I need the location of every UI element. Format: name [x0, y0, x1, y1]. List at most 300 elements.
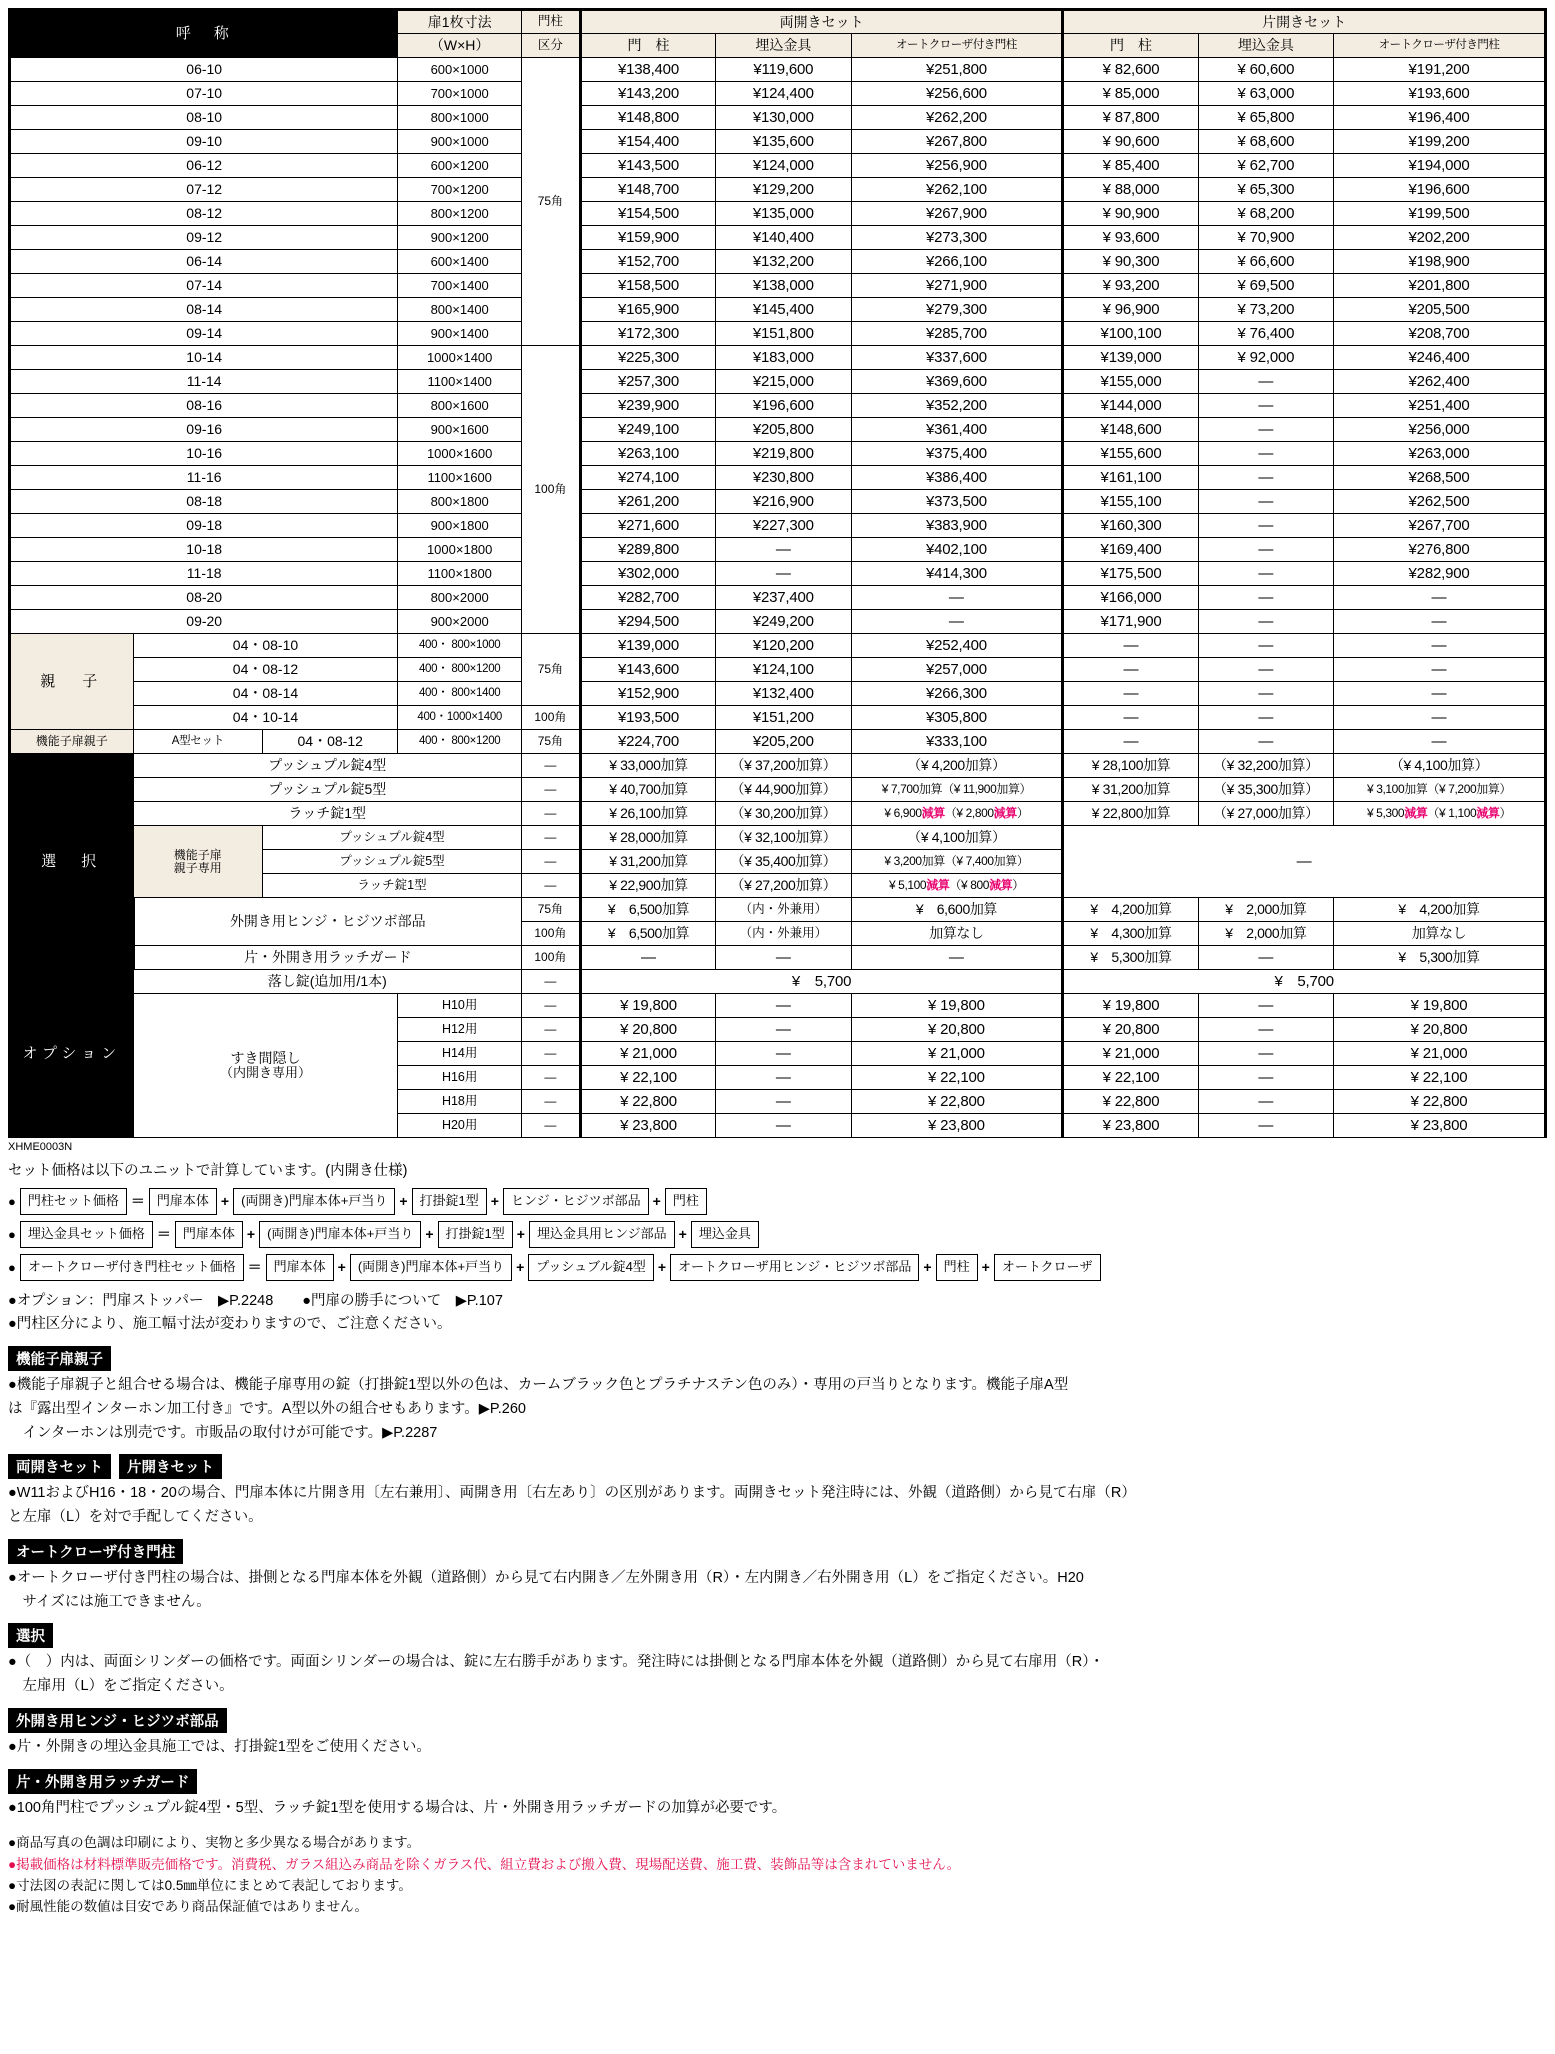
formula-line — [8, 1254, 1547, 1281]
cell-single-auto: ¥276,800 — [1334, 538, 1546, 562]
cell-single-embed: ¥ 66,600 — [1198, 250, 1333, 274]
formula-part: 門扉本体 — [175, 1221, 243, 1248]
footer-line: ●寸法図の表記に関しては0.5㎜単位にまとめて表記しております。 — [8, 1877, 412, 1893]
cell-single-pillar: ¥175,500 — [1063, 562, 1198, 586]
cell-double-embed: — — [716, 562, 851, 586]
footer-line: ●耐風性能の数値は目安であり商品保証値ではありません。 — [8, 1899, 368, 1915]
cell-double-auto: ¥ 22,800 — [851, 1090, 1063, 1114]
cell-single-embed: ¥ 60,600 — [1198, 58, 1333, 82]
row-pillar-class: 100角 — [521, 706, 580, 730]
cell-single-auto: ¥267,700 — [1334, 514, 1546, 538]
note-section-title: 片・外開き用ラッチガード — [8, 1769, 197, 1794]
cell-single-pillar: ¥ 22,100 — [1063, 1066, 1198, 1090]
cell-single-embed: ¥ 76,400 — [1198, 322, 1333, 346]
cell-double-embed: （内・外兼用） — [716, 922, 851, 946]
cell-single-auto: ¥246,400 — [1334, 346, 1546, 370]
cell-single-embed: — — [1198, 658, 1333, 682]
formula-part: プッシュブル錠4型 — [528, 1254, 654, 1281]
note-option-line: ●オプション：門扉ストッパー ▶P.2248 ●門扉の勝手について ▶P.107 — [8, 1292, 503, 1309]
sukima-row-label: H18用 — [398, 1090, 522, 1114]
cell-double-pillar: ¥239,900 — [580, 394, 715, 418]
cell-single-pillar: ¥ 90,600 — [1063, 130, 1198, 154]
row-pillar-class: — — [521, 802, 580, 826]
formula-part: 門柱 — [936, 1254, 978, 1281]
row-name: 09-12 — [10, 226, 398, 250]
formula-part: 門扉本体 — [149, 1188, 217, 1215]
note-section — [8, 1338, 1547, 1444]
cell-single-embed: — — [1198, 538, 1333, 562]
cell-double-pillar: ¥143,500 — [580, 154, 715, 178]
cell-single-embed: ¥ 73,200 — [1198, 298, 1333, 322]
otoshi-label: 落し錠(追加用/1本) — [133, 970, 521, 994]
table-body-main — [10, 58, 1546, 634]
row-name: 04・08-10 — [133, 634, 398, 658]
header-col-embed-s: 埋込金具 — [1198, 34, 1333, 58]
cell-single-auto: ¥193,600 — [1334, 82, 1546, 106]
cell-double-embed: （¥ 30,200加算） — [716, 802, 851, 826]
note-section — [8, 1446, 1547, 1529]
cell-double-embed: — — [716, 1066, 851, 1090]
cell-single-embed: ¥ 63,000 — [1198, 82, 1333, 106]
row-pillar-class: — — [521, 1042, 580, 1066]
sukima-row-label: H12用 — [398, 1018, 522, 1042]
cell-double-embed: — — [716, 1018, 851, 1042]
note-section-title-2: 片開きセット — [119, 1454, 222, 1479]
cell-double-pillar: ¥274,100 — [580, 466, 715, 490]
cell-double-pillar: ¥143,200 — [580, 82, 715, 106]
kinou-set-label: A型セット — [133, 730, 262, 754]
cell-double-pillar: ¥ 33,000加算 — [580, 754, 715, 778]
cell-single-embed: — — [1198, 442, 1333, 466]
cell-double-auto: ¥267,800 — [851, 130, 1063, 154]
row-pillar-class: — — [521, 754, 580, 778]
cell-single-pillar: ¥ 87,800 — [1063, 106, 1198, 130]
row-name: 10-18 — [10, 538, 398, 562]
header-pillar-class: 門柱 — [521, 10, 580, 34]
cell-single-embed: — — [1198, 634, 1333, 658]
row-pillar-class: — — [521, 826, 580, 850]
cell-single-otoshi: ¥ 5,700 — [1063, 970, 1546, 994]
cell-single-pillar: ¥ 21,000 — [1063, 1042, 1198, 1066]
row-name: 08-14 — [10, 298, 398, 322]
note-section-title: オートクローザ付き門柱 — [8, 1539, 183, 1564]
cell-single-pillar: ¥ 93,600 — [1063, 226, 1198, 250]
bullet-icon: ● — [8, 1193, 16, 1209]
cell-single-embed: — — [1198, 610, 1333, 634]
cell-single-embed: （¥ 32,200加算） — [1198, 754, 1333, 778]
table-row — [10, 106, 1546, 130]
formula-title: 埋込金具セット価格 — [20, 1221, 153, 1248]
cell-single-embed: — — [1198, 586, 1333, 610]
table-row-sukima — [10, 994, 1546, 1018]
cell-single-auto: ¥196,400 — [1334, 106, 1546, 130]
cell-double-auto: — — [851, 610, 1063, 634]
cell-double-embed: ¥151,800 — [716, 322, 851, 346]
cell-double-auto: ¥337,600 — [851, 346, 1063, 370]
cell-single-embed: （¥ 35,300加算） — [1198, 778, 1333, 802]
row-name: 08-18 — [10, 490, 398, 514]
row-size: 900×1400 — [398, 322, 522, 346]
plus-sign: + — [923, 1258, 932, 1275]
cell-double-pillar: ¥165,900 — [580, 298, 715, 322]
cell-double-auto: ¥386,400 — [851, 466, 1063, 490]
cell-single-pillar: — — [1063, 730, 1198, 754]
cell-single-auto: ¥ 4,200加算 — [1334, 898, 1546, 922]
cell-double-auto: ¥ 6,900減算（¥ 2,800減算） — [851, 802, 1063, 826]
bullet-icon: ● — [8, 1259, 16, 1275]
cell-double-embed: ¥140,400 — [716, 226, 851, 250]
cell-double-embed: ¥249,200 — [716, 610, 851, 634]
cell-double-pillar: ¥ 23,800 — [580, 1114, 715, 1138]
note-line: ●オートクローザ付き門柱の場合は、掛側となる門扉本体を外観（道路側）から見て右内開き／左外開き用（R）・左内開き／右外開き用（L）をご指定ください。H20 — [8, 1569, 1084, 1586]
cell-single-auto: ¥256,000 — [1334, 418, 1546, 442]
cell-double-pillar: ¥152,700 — [580, 250, 715, 274]
cell-single-pillar: ¥ 22,800加算 — [1063, 802, 1198, 826]
cell-single-embed: ¥ 2,000加算 — [1198, 922, 1333, 946]
equals-sign: ＝ — [130, 1193, 145, 1210]
plus-sign: + — [425, 1226, 434, 1243]
cell-double-embed: ¥183,000 — [716, 346, 851, 370]
cell-double-pillar: ¥ 22,100 — [580, 1066, 715, 1090]
cell-double-pillar: ¥138,400 — [580, 58, 715, 82]
row-size: 1000×1600 — [398, 442, 522, 466]
table-row — [10, 322, 1546, 346]
note-section — [8, 1615, 1547, 1698]
row-pillar-class: — — [521, 874, 580, 898]
cell-single-auto: — — [1334, 658, 1546, 682]
header-group-single: 片開きセット — [1063, 10, 1546, 34]
sentaku-sub-label — [133, 826, 262, 898]
plus-sign: + — [220, 1193, 230, 1210]
note-section — [8, 1700, 1547, 1759]
table-row — [10, 154, 1546, 178]
formula-part: 門扉本体 — [266, 1254, 334, 1281]
cell-double-embed: （¥ 35,400加算） — [716, 850, 851, 874]
row-size: 700×1200 — [398, 178, 522, 202]
cell-single-auto: ¥ 19,800 — [1334, 994, 1546, 1018]
note-line: は『露出型インターホン加工付き』です。A型以外の組合せもあります。▶P.260 — [8, 1400, 526, 1417]
cell-double-pillar: ¥ 40,700加算 — [580, 778, 715, 802]
note-line: ●機能子扉親子と組合せる場合は、機能子扉専用の錠（打掛錠1型以外の色は、カームブラック色とプラチナステン色のみ）・専用の戸当りとなります。機能子扉A型 — [8, 1377, 1069, 1394]
cell-single-embed: — — [1198, 1018, 1333, 1042]
cell-double-auto: ¥ 21,000 — [851, 1042, 1063, 1066]
cell-single-pillar: ¥ 85,400 — [1063, 154, 1198, 178]
cell-double-otoshi: ¥ 5,700 — [580, 970, 1063, 994]
cell-single-embed: ¥ 65,300 — [1198, 178, 1333, 202]
cell-single-embed: ¥ 70,900 — [1198, 226, 1333, 250]
cell-double-auto: ¥266,100 — [851, 250, 1063, 274]
cell-double-embed: ¥237,400 — [716, 586, 851, 610]
cell-single-pillar: ¥ 82,600 — [1063, 58, 1198, 82]
cell-double-auto: （¥ 4,100加算） — [851, 826, 1063, 850]
row-size: 400・1000×1400 — [398, 706, 522, 730]
row-size: 800×2000 — [398, 586, 522, 610]
row-size: 700×1400 — [398, 274, 522, 298]
row-pillar-class: — — [521, 1018, 580, 1042]
cell-double-pillar: ¥ 28,000加算 — [580, 826, 715, 850]
cell-double-pillar: ¥224,700 — [580, 730, 715, 754]
cell-double-embed: ¥230,800 — [716, 466, 851, 490]
plus-sign: + — [981, 1258, 990, 1275]
cell-single-auto: ¥251,400 — [1334, 394, 1546, 418]
cell-single-auto: ¥262,500 — [1334, 490, 1546, 514]
cell-single-pillar: ¥ 28,100加算 — [1063, 754, 1198, 778]
cell-single-auto: ¥ 23,800 — [1334, 1114, 1546, 1138]
cell-double-pillar: ¥139,000 — [580, 634, 715, 658]
plus-sign: + — [678, 1226, 687, 1243]
table-row — [10, 298, 1546, 322]
row-pillar-class: — — [521, 970, 580, 994]
cell-double-auto: 加算なし — [851, 922, 1063, 946]
header-name: 呼 称 — [10, 10, 398, 58]
row-pillar-class: — — [521, 1066, 580, 1090]
cell-single-embed: — — [1198, 562, 1333, 586]
cell-double-embed: ¥132,200 — [716, 250, 851, 274]
table-row-sentaku — [10, 754, 1546, 778]
cell-double-embed: — — [716, 538, 851, 562]
table-row-oyako — [10, 706, 1546, 730]
cell-single-pillar: ¥ 85,000 — [1063, 82, 1198, 106]
formula-part: オートクローザ — [994, 1254, 1101, 1281]
cell-single-embed: — — [1198, 370, 1333, 394]
row-name: 04・10-14 — [133, 706, 398, 730]
formula-part: ヒンジ・ヒジツボ部品 — [503, 1188, 649, 1215]
cell-double-embed: ¥135,600 — [716, 130, 851, 154]
cell-double-auto: ¥267,900 — [851, 202, 1063, 226]
cell-double-auto: ¥271,900 — [851, 274, 1063, 298]
cell-single-embed: — — [1198, 466, 1333, 490]
cell-single-pillar: ¥ 4,300加算 — [1063, 922, 1198, 946]
cell-single-auto: ¥ 5,300減算（¥ 1,100減算） — [1334, 802, 1546, 826]
cell-double-embed: ¥135,000 — [716, 202, 851, 226]
option-label: オプション — [10, 970, 134, 1138]
table-row-latchguard — [10, 946, 1546, 970]
cell-single-blank: — — [1063, 826, 1546, 898]
note-line: ●100角門柱でプッシュプル錠4型・5型、ラッチ錠1型を使用する場合は、片・外開き用ラッチガードの加算が必要です。 — [8, 1799, 787, 1816]
table-row-kinou — [10, 730, 1546, 754]
cell-single-auto: （¥ 4,100加算） — [1334, 754, 1546, 778]
header-col-pillar-s: 門 柱 — [1063, 34, 1198, 58]
row-name: 07-12 — [10, 178, 398, 202]
formula-part: 打掛錠1型 — [412, 1188, 487, 1215]
cell-double-embed: ¥196,600 — [716, 394, 851, 418]
row-pillar-class: — — [521, 1114, 580, 1138]
row-name: 09-18 — [10, 514, 398, 538]
cell-double-pillar: ¥ 6,500加算 — [580, 922, 715, 946]
cell-double-pillar: ¥159,900 — [580, 226, 715, 250]
table-row-oyako — [10, 634, 1546, 658]
cell-double-pillar: ¥ 22,900加算 — [580, 874, 715, 898]
plus-sign: + — [246, 1226, 256, 1243]
oyako-label: 親 子 — [10, 634, 134, 730]
formula-part: 埋込金具用ヒンジ部品 — [529, 1221, 675, 1248]
cell-double-pillar: ¥193,500 — [580, 706, 715, 730]
equals-sign: ＝ — [156, 1226, 171, 1243]
cell-double-embed: ¥219,800 — [716, 442, 851, 466]
table-row — [10, 466, 1546, 490]
note-line: と左扉（L）を対で手配してください。 — [8, 1509, 263, 1526]
cell-double-auto: ¥266,300 — [851, 682, 1063, 706]
cell-single-pillar: ¥ 23,800 — [1063, 1114, 1198, 1138]
cell-double-embed: ¥120,200 — [716, 634, 851, 658]
row-name: 08-12 — [10, 202, 398, 226]
cell-single-embed: ¥ 68,600 — [1198, 130, 1333, 154]
cell-single-auto: ¥205,500 — [1334, 298, 1546, 322]
row-size: 900×2000 — [398, 610, 522, 634]
cell-single-auto: ¥191,200 — [1334, 58, 1546, 82]
cell-single-auto: — — [1334, 610, 1546, 634]
note-section-titles — [8, 1700, 1547, 1735]
cell-single-pillar: ¥ 93,200 — [1063, 274, 1198, 298]
header-col-auto-d: オートクローザ付き門柱 — [851, 34, 1063, 58]
row-size: 600×1200 — [398, 154, 522, 178]
cell-double-pillar: ¥289,800 — [580, 538, 715, 562]
table-row — [10, 610, 1546, 634]
cell-single-embed: ¥ 65,800 — [1198, 106, 1333, 130]
sentaku-row-label: プッシュプル錠4型 — [133, 754, 521, 778]
cell-double-pillar: ¥ 21,000 — [580, 1042, 715, 1066]
cell-single-pillar: ¥171,900 — [1063, 610, 1198, 634]
row-size: 900×1600 — [398, 418, 522, 442]
cell-double-auto: ¥ 3,200加算（¥ 7,400加算） — [851, 850, 1063, 874]
cell-double-auto: ¥402,100 — [851, 538, 1063, 562]
cell-double-auto: ¥256,900 — [851, 154, 1063, 178]
footer-line: ●掲載価格は材料標準販売価格です。消費税、ガラス組込み商品を除くガラス代、組立費および搬入費、現場配送費、施工費、装飾品等は含まれていません。 — [8, 1856, 961, 1872]
row-size: 400・ 800×1000 — [398, 634, 522, 658]
latchguard-label: 片・外開き用ラッチガード — [133, 946, 521, 970]
row-name: 09-20 — [10, 610, 398, 634]
note-line: ●片・外開きの埋込金具施工では、打掛錠1型をご使用ください。 — [8, 1738, 431, 1755]
cell-double-pillar: ¥294,500 — [580, 610, 715, 634]
footer-notes — [8, 1833, 1547, 1917]
cell-double-pillar: ¥249,100 — [580, 418, 715, 442]
cell-single-embed: ¥ 69,500 — [1198, 274, 1333, 298]
cell-double-pillar: ¥263,100 — [580, 442, 715, 466]
cell-double-embed: ¥124,100 — [716, 658, 851, 682]
cell-single-auto: 加算なし — [1334, 922, 1546, 946]
cell-double-embed: ¥205,200 — [716, 730, 851, 754]
row-name: 04・08-12 — [133, 658, 398, 682]
cell-single-embed: ¥ 92,000 — [1198, 346, 1333, 370]
cell-double-pillar: ¥148,700 — [580, 178, 715, 202]
row-pillar-class: 75角 — [521, 730, 580, 754]
row-pillar-class: 100角 — [521, 922, 580, 946]
note-section — [8, 1761, 1547, 1820]
table-row-sentaku-sub — [10, 826, 1546, 850]
cell-single-embed: — — [1198, 490, 1333, 514]
note-section-titles — [8, 1615, 1547, 1650]
table-row-sentaku — [10, 802, 1546, 826]
row-size: 400・ 800×1200 — [398, 658, 522, 682]
cell-single-auto: ¥198,900 — [1334, 250, 1546, 274]
plus-sign: + — [652, 1193, 661, 1210]
row-name: 09-10 — [10, 130, 398, 154]
row-name: 07-14 — [10, 274, 398, 298]
header-col-embed-d: 埋込金具 — [716, 34, 851, 58]
cell-double-pillar: ¥172,300 — [580, 322, 715, 346]
kinou-label: 機能子扉親子 — [10, 730, 134, 754]
cell-double-auto: ¥369,600 — [851, 370, 1063, 394]
cell-single-embed: ¥ 2,000加算 — [1198, 898, 1333, 922]
cell-double-auto: ¥383,900 — [851, 514, 1063, 538]
cell-single-auto: ¥201,800 — [1334, 274, 1546, 298]
row-pillar-class: — — [521, 1090, 580, 1114]
cell-double-pillar: ¥143,600 — [580, 658, 715, 682]
notes-block — [8, 1291, 1547, 1820]
formula-line — [8, 1221, 1547, 1248]
cell-single-pillar: — — [1063, 658, 1198, 682]
cell-single-auto: ¥ 21,000 — [1334, 1042, 1546, 1066]
cell-single-embed: — — [1198, 706, 1333, 730]
cell-double-auto: ¥305,800 — [851, 706, 1063, 730]
cell-single-pillar: ¥ 22,800 — [1063, 1090, 1198, 1114]
cell-double-auto: — — [851, 946, 1063, 970]
cell-double-auto: — — [851, 586, 1063, 610]
note-pillar-line: ●門柱区分により、施工幅寸法が変わりますので、ご注意ください。 — [8, 1316, 452, 1333]
row-size: 900×1000 — [398, 130, 522, 154]
cell-double-pillar: ¥ 22,800 — [580, 1090, 715, 1114]
cell-double-auto: ¥256,600 — [851, 82, 1063, 106]
row-size: 1100×1600 — [398, 466, 522, 490]
row-size: 1100×1800 — [398, 562, 522, 586]
row-name: 06-10 — [10, 58, 398, 82]
cell-single-pillar: ¥ 31,200加算 — [1063, 778, 1198, 802]
cell-single-pillar: ¥ 90,900 — [1063, 202, 1198, 226]
row-name: 11-16 — [10, 466, 398, 490]
row-pillar-class: 100角 — [521, 946, 580, 970]
table-row — [10, 130, 1546, 154]
formula-line — [8, 1188, 1547, 1215]
cell-double-embed: ¥215,000 — [716, 370, 851, 394]
row-size: 1000×1800 — [398, 538, 522, 562]
note-section-titles — [8, 1761, 1547, 1796]
sentaku-row-label: ラッチ錠1型 — [133, 802, 521, 826]
bullet-icon: ● — [8, 1226, 16, 1242]
cell-double-pillar: ¥302,000 — [580, 562, 715, 586]
cell-double-pillar: ¥ 19,800 — [580, 994, 715, 1018]
plus-sign: + — [516, 1226, 525, 1243]
row-size: 400・ 800×1400 — [398, 682, 522, 706]
formula-title: 門柱セット価格 — [20, 1188, 127, 1215]
cell-single-pillar: ¥148,600 — [1063, 418, 1198, 442]
plus-sign: + — [337, 1258, 346, 1275]
hinge-label: 外開き用ヒンジ・ヒジツボ部品 — [133, 898, 521, 946]
cell-single-pillar: ¥166,000 — [1063, 586, 1198, 610]
cell-single-auto: ¥ 3,100加算（¥ 7,200加算） — [1334, 778, 1546, 802]
table-body-kinou — [10, 730, 1546, 754]
cell-double-auto: ¥375,400 — [851, 442, 1063, 466]
row-pillar-class: — — [521, 778, 580, 802]
row-size: 800×1200 — [398, 202, 522, 226]
cell-double-pillar: ¥ 6,500加算 — [580, 898, 715, 922]
sentaku-row-label: プッシュプル錠5型 — [263, 850, 522, 874]
cell-single-auto: — — [1334, 706, 1546, 730]
cell-double-auto: ¥251,800 — [851, 58, 1063, 82]
cell-single-embed: — — [1198, 946, 1333, 970]
note-section-titles — [8, 1338, 1547, 1373]
cell-single-embed: — — [1198, 1066, 1333, 1090]
row-name: 04・08-14 — [133, 682, 398, 706]
cell-double-embed: ¥216,900 — [716, 490, 851, 514]
row-size: 700×1000 — [398, 82, 522, 106]
cell-double-embed: ¥129,200 — [716, 178, 851, 202]
table-row — [10, 562, 1546, 586]
cell-single-embed: — — [1198, 394, 1333, 418]
plus-sign: + — [399, 1193, 408, 1210]
table-row — [10, 226, 1546, 250]
note-section-title: 外開き用ヒンジ・ヒジツボ部品 — [8, 1708, 227, 1733]
cell-double-embed: ¥132,400 — [716, 682, 851, 706]
